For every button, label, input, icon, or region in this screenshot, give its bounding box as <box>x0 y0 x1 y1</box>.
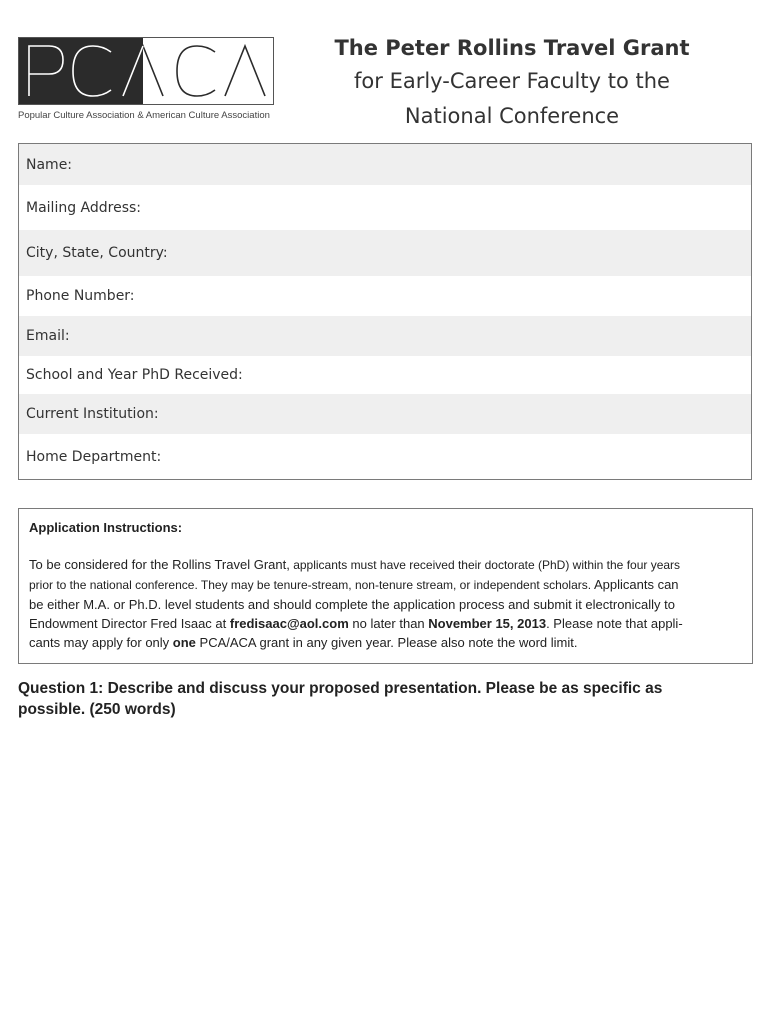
title-line-1: The Peter Rollins Travel Grant <box>334 36 690 60</box>
field-label: City, State, Country: <box>26 245 168 261</box>
pcaca-logo <box>18 37 274 105</box>
field-label: Name: <box>26 156 73 173</box>
field-email[interactable] <box>19 316 751 356</box>
field-mailing-address[interactable] <box>19 185 751 230</box>
field-label: School and Year PhD Received: <box>26 367 243 383</box>
emphasis-one: one <box>172 635 196 650</box>
question-1 <box>18 678 718 720</box>
instructions-line: cants may apply for only one PCA/ACA grant in any given year. Please also note the word limit. <box>29 635 578 650</box>
field-home-department[interactable] <box>19 434 751 480</box>
instructions-body <box>29 555 749 652</box>
document-title <box>300 32 724 134</box>
question-line-1: Question 1: Describe and discuss your proposed presentation. Please be as specific as <box>18 680 663 697</box>
instructions-line: prior to the national conference. They may be tenure-stream, non-tenure stream, or independent scholars. Applicants can <box>29 577 679 592</box>
field-school-year-phd[interactable] <box>19 356 751 394</box>
instructions-line: be either M.A. or Ph.D. level students and should complete the application process and submit it electronically to <box>29 597 676 612</box>
logo-tagline: Popular Culture Association & American Culture Association <box>18 110 270 121</box>
instructions-line: Endowment Director Fred Isaac at fredisaac@aol.com no later than November 15, 2013. Please note that appli- <box>29 616 683 631</box>
field-city-state-country[interactable] <box>19 230 751 276</box>
pcaca-logo-mark <box>19 38 273 104</box>
applicant-fields-box <box>18 143 752 480</box>
endowment-email-link[interactable]: fredisaac@aol.com <box>229 616 349 631</box>
title-line-2: for Early-Career Faculty to the <box>354 69 670 93</box>
field-label: Mailing Address: <box>26 199 142 216</box>
question-line-2: possible. (250 words) <box>18 701 176 718</box>
field-label: Current Institution: <box>26 406 159 422</box>
title-line-3: National Conference <box>404 104 620 128</box>
field-label: Email: <box>26 328 70 344</box>
field-label: Phone Number: <box>26 288 135 304</box>
field-current-institution[interactable] <box>19 394 751 434</box>
field-phone-number[interactable] <box>19 276 751 316</box>
instructions-heading: Application Instructions: <box>29 520 183 535</box>
instructions-line: To be considered for the Rollins Travel Grant, applicants must have received their doctorate (PhD) within the four years <box>29 557 681 572</box>
application-instructions-box <box>18 508 753 664</box>
deadline-date: November 15, 2013 <box>428 616 547 631</box>
field-name[interactable] <box>19 144 751 185</box>
field-label: Home Department: <box>26 449 162 465</box>
